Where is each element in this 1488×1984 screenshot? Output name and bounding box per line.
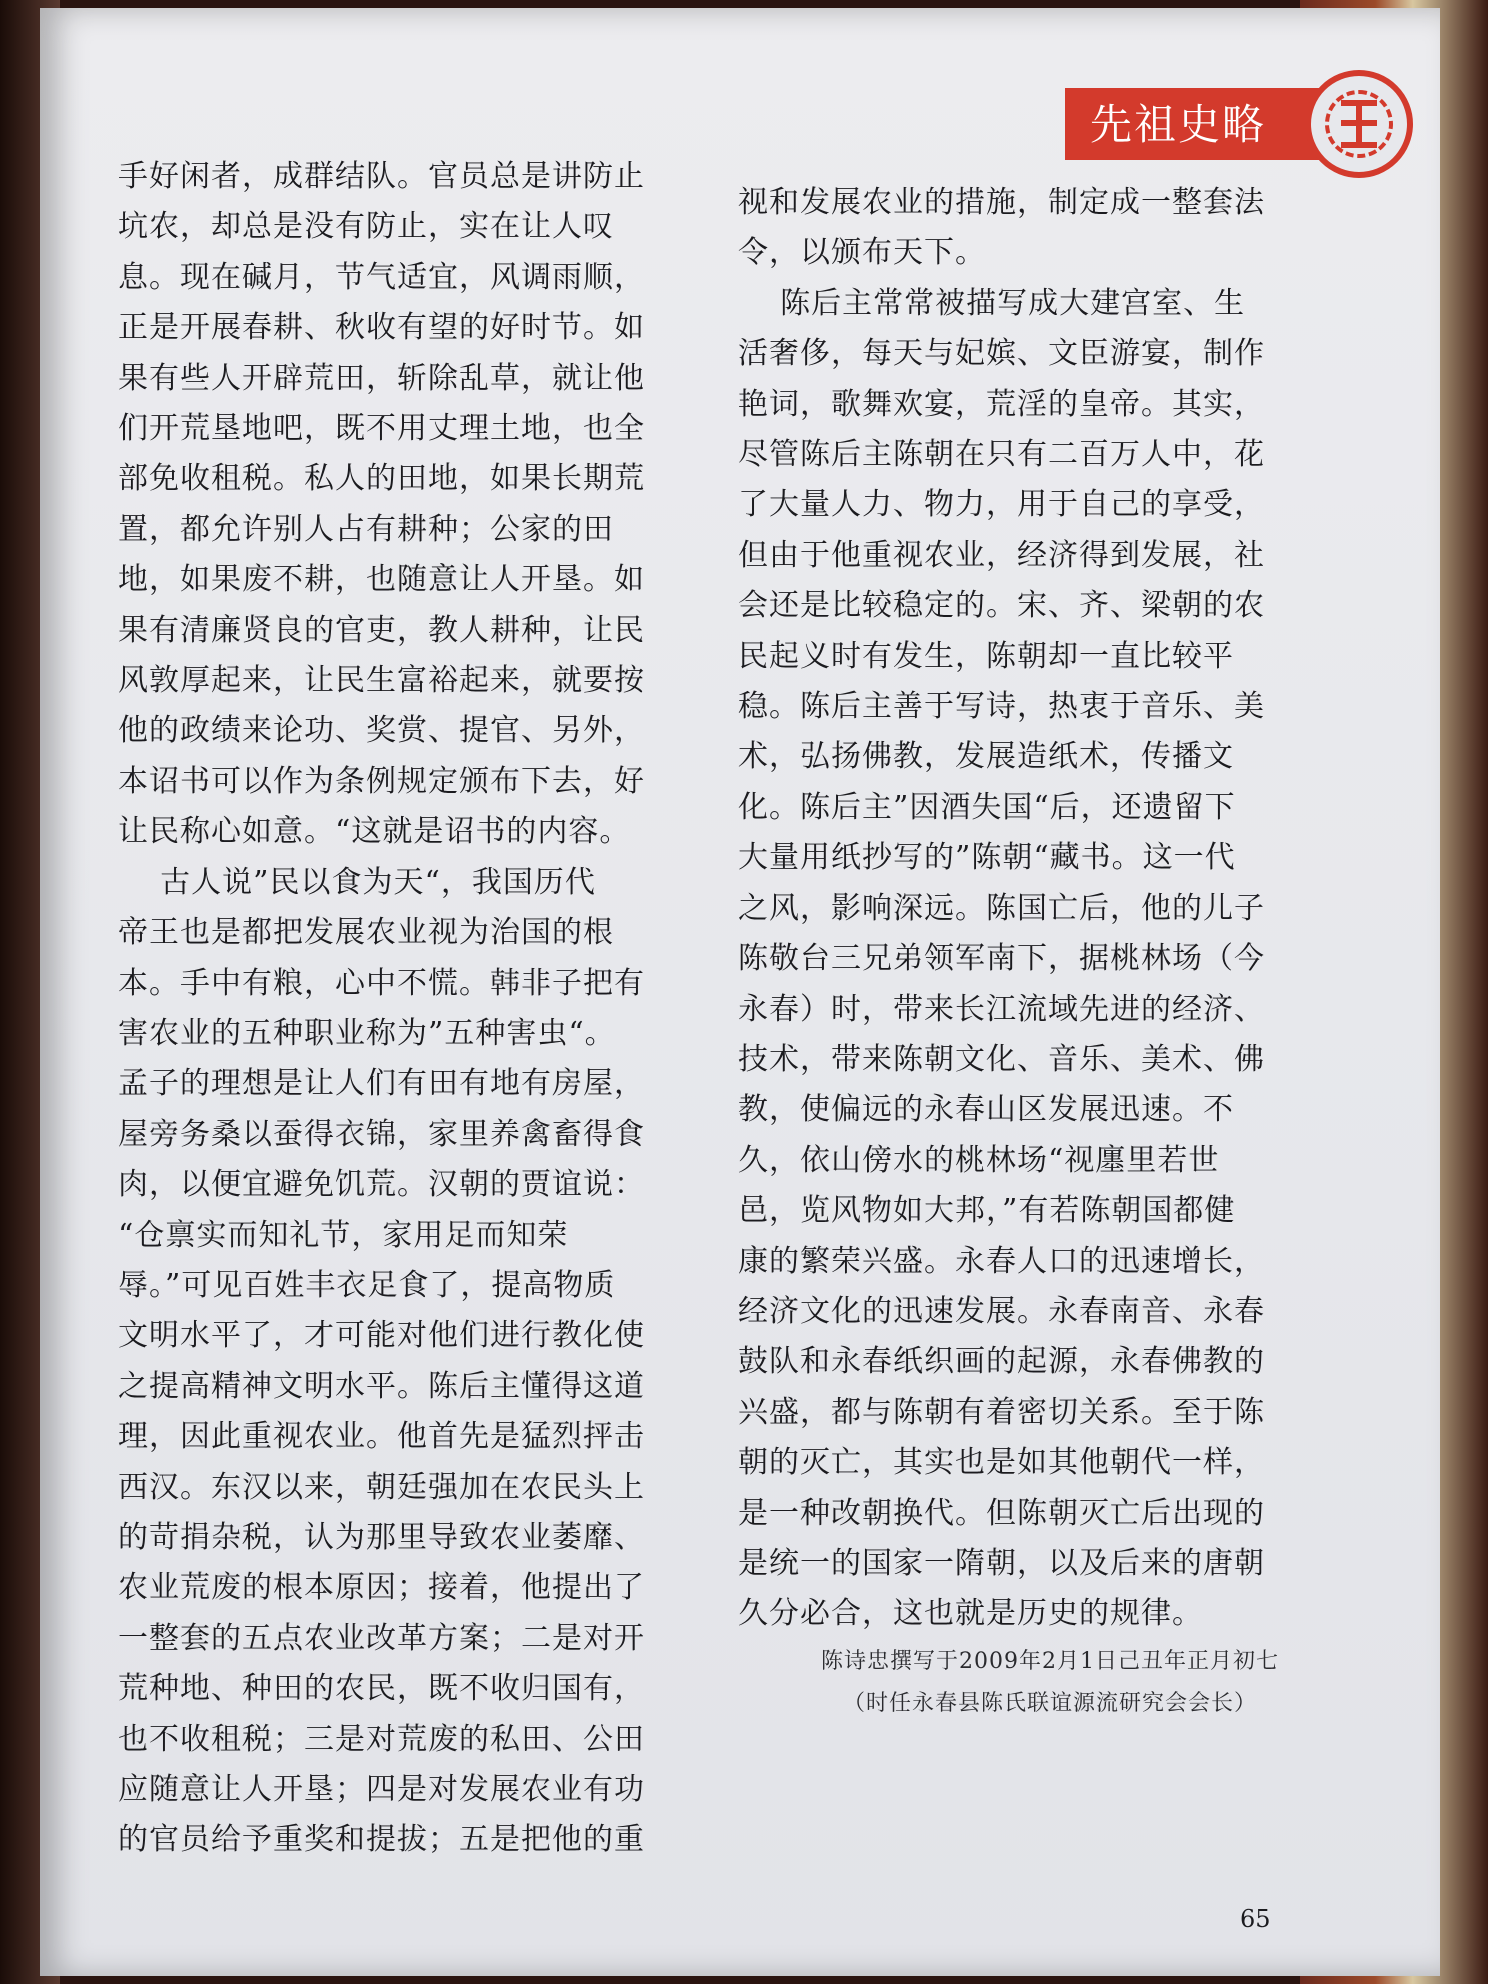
text-line: 理，因此重视农业。他首先是猛烈抨击 xyxy=(118,1419,645,1455)
text-line: 康的繁荣兴盛。永春人口的迅速增长， xyxy=(738,1243,1265,1279)
text-line: 陈后主常常被描写成大建宫室、生 xyxy=(738,285,1246,321)
section-title: 先祖史略 xyxy=(1090,100,1267,149)
text-line: 教，使偏远的永春山区发展迅速。不 xyxy=(738,1092,1234,1128)
left-text-column xyxy=(118,152,678,1866)
text-line: 经济文化的迅速发展。永春南音、永春 xyxy=(738,1293,1265,1329)
text-line: 害农业的五种职业称为”五种害虫“。 xyxy=(118,1015,616,1051)
text-line: 屋旁务桑以蚕得衣锦，家里养禽畜得食 xyxy=(118,1116,645,1152)
text-line: 文明水平了，才可能对他们进行教化使 xyxy=(118,1318,645,1354)
text-line: 应随意让人开垦；四是对发展农业有功 xyxy=(118,1772,645,1807)
text-line: 了大量人力、物力，用于自己的享受， xyxy=(738,487,1265,523)
text-line: 本。手中有粮，心中不慌。韩非子把有 xyxy=(118,965,645,1001)
text-line: 视和发展农业的措施，制定成一整套法 xyxy=(738,185,1265,220)
text-line: 的官员给予重奖和提拔；五是把他的重 xyxy=(118,1822,645,1858)
page-number: 65 xyxy=(1240,1905,1271,1933)
text-line: 兴盛，都与陈朝有着密切关系。至于陈 xyxy=(738,1394,1265,1430)
text-line: 久分必合，这也就是历史的规律。 xyxy=(738,1596,1203,1632)
text-line: 地，如果废不耕，也随意让人开垦。如 xyxy=(118,562,645,598)
text-line: 们开荒垦地吧，既不用丈理土地，也全 xyxy=(118,411,645,447)
text-line: 农业荒废的根本原因；接着，他提出了 xyxy=(118,1570,645,1606)
text-line: 坑农，却总是没有防止，实在让人叹 xyxy=(118,209,614,245)
text-line: 帝王也是都把发展农业视为治国的根 xyxy=(118,915,614,951)
text-line: 是一种改朝换代。但陈朝灭亡后出现的 xyxy=(738,1495,1265,1531)
text-line: 让民称心如意。“这就是诏书的内容。 xyxy=(118,814,631,850)
text-line: 化。陈后主”因酒失国“后，还遗留下 xyxy=(738,789,1236,825)
author-signature: 陈诗忠撰写于2009年2月1日己丑年正月初七 xyxy=(821,1649,1279,1674)
text-line: 之风，影响深远。陈国亡后，他的儿子 xyxy=(738,890,1265,926)
text-line: 陈敬台三兄弟领军南下，据桃林场（今 xyxy=(738,941,1265,977)
text-line: 果有些人开辟荒田，斩除乱草，就让他 xyxy=(118,360,645,396)
text-line: 正是开展春耕、秋收有望的好时节。如 xyxy=(118,310,645,346)
text-line: 一整套的五点农业改革方案；二是对开 xyxy=(118,1620,645,1656)
text-line: 果有清廉贤良的官吏，教人耕种，让民 xyxy=(118,612,645,648)
text-line: 孟子的理想是让人们有田有地有房屋， xyxy=(118,1066,645,1102)
text-line: 手好闲者，成群结队。官员总是讲防止 xyxy=(118,159,645,194)
text-line: 风敦厚起来，让民生富裕起来，就要按 xyxy=(118,663,645,699)
text-line: 邑，览风物如大邦，”有若陈朝国都健 xyxy=(738,1193,1236,1229)
text-line: 鼓队和永春纸织画的起源，永春佛教的 xyxy=(738,1344,1265,1380)
text-line: 也不收租税；三是对荒废的私田、公田 xyxy=(118,1721,645,1757)
text-line: 久，依山傍水的桃林场“视廛里若世 xyxy=(738,1142,1220,1178)
text-line: 是统一的国家一隋朝，以及后来的唐朝 xyxy=(738,1545,1265,1581)
text-line: 大量用纸抄写的”陈朝“藏书。这一代 xyxy=(738,840,1236,876)
text-line: 西汉。东汉以来，朝廷强加在农民头上 xyxy=(118,1469,645,1505)
text-line: 辱。”可见百姓丰衣足食了，提高物质 xyxy=(118,1267,616,1303)
text-line: 稳。陈后主善于写诗，热衷于音乐、美 xyxy=(738,689,1265,725)
text-line: 置，都允许别人占有耕种；公家的田 xyxy=(118,511,614,547)
seal-glyph xyxy=(1341,100,1377,148)
text-line: 尽管陈后主陈朝在只有二百万人中，花 xyxy=(738,437,1265,473)
text-line: 息。现在碱月，节气适宜，风调雨顺， xyxy=(118,259,645,295)
text-line: 荒种地、种田的农民，既不收归国有， xyxy=(118,1671,645,1707)
text-line: 艳词，歌舞欢宴，荒淫的皇帝。其实， xyxy=(738,386,1265,422)
text-line: 的苛捐杂税，认为那里导致农业萎靡、 xyxy=(118,1519,645,1555)
text-line: “仓禀实而知礼节，家用足而知荣 xyxy=(118,1217,569,1253)
text-line: 部免收租税。私人的田地，如果长期荒 xyxy=(118,461,645,497)
text-line: 他的政绩来论功、奖赏、提官、另外， xyxy=(118,713,645,749)
text-line: 活奢侈，每天与妃嫔、文臣游宴，制作 xyxy=(738,336,1265,372)
text-line: 技术，带来陈朝文化、音乐、美术、佛 xyxy=(738,1041,1265,1077)
text-line: 永春）时，带来长江流域先进的经济、 xyxy=(738,991,1265,1027)
right-text-column xyxy=(738,178,1298,1640)
text-line: 但由于他重视农业，经济得到发展，社 xyxy=(738,537,1265,573)
text-line: 肉，以便宜避免饥荒。汉朝的贾谊说： xyxy=(118,1167,645,1203)
text-line: 古人说”民以食为天“，我国历代 xyxy=(118,864,596,900)
text-line: 民起义时有发生，陈朝却一直比较平 xyxy=(738,638,1234,674)
text-line: 令，以颁布天下。 xyxy=(738,235,986,271)
text-line: 朝的灭亡，其实也是如其他朝代一样， xyxy=(738,1445,1265,1481)
author-title: （时任永春县陈氏联谊源流研究会会长） xyxy=(842,1691,1257,1716)
seal-icon xyxy=(1305,70,1413,178)
text-line: 本诏书可以作为条例规定颁布下去，好 xyxy=(118,763,645,799)
text-line: 会还是比较稳定的。宋、齐、梁朝的农 xyxy=(738,588,1265,624)
text-line: 术，弘扬佛教，发展造纸术，传播文 xyxy=(738,739,1234,775)
text-line: 之提高精神文明水平。陈后主懂得这道 xyxy=(118,1368,645,1404)
